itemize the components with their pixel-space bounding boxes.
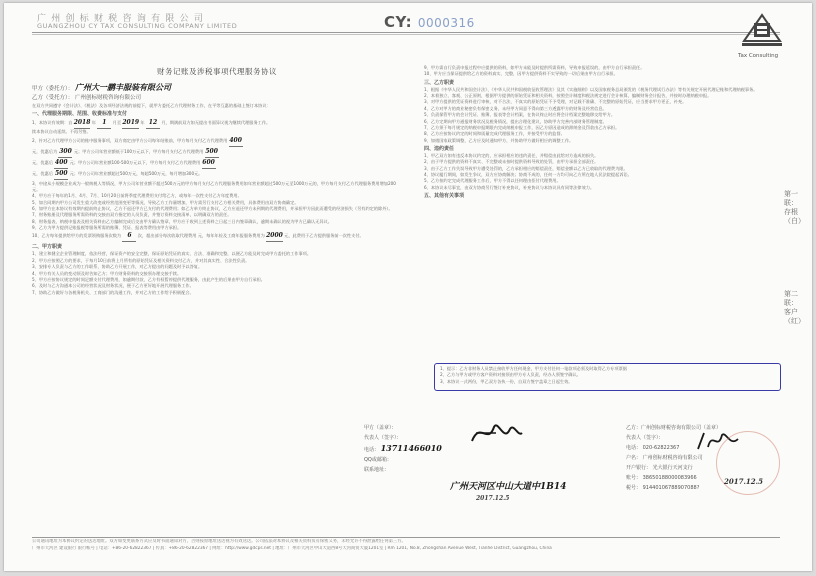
clause-2-3: 3、安排专人负责与乙方的工作联系，协助乙方开展工作，对乙方提出的问题及时予以答复。 — [32, 264, 203, 270]
footer-rule — [32, 537, 780, 538]
fee-field-3 — [205, 147, 219, 158]
contract-serial: 0000316 — [417, 16, 475, 30]
clause-4-3: 3、由于乙方工作失误导致甲方遭受处罚的，乙方承担相应的赔偿责任，赔偿金额以乙方已收取的代理费为限。 — [424, 165, 628, 171]
other-matters — [440, 366, 776, 385]
contract-number — [384, 13, 475, 31]
fee-5: 600 — [202, 159, 215, 167]
company-name-cn: 广 州 创 标 财 税 咨 询 有 限 公 司 — [37, 14, 205, 24]
clause-3-5: 5、负责保管甲方的会计凭证、账簿、报表等会计档案，在协议终止时应将会计档案完整地移交给甲方。 — [424, 112, 616, 118]
start-month-field — [97, 118, 111, 129]
party-b-seal-label: 乙方：广州创标财税咨询有限公司（盖章） — [626, 425, 722, 431]
start-year-field — [74, 118, 91, 129]
party-b-phone: 020-62822367 — [642, 445, 680, 451]
fee-2: 300 — [59, 147, 72, 155]
clause-1-10-a: 10、乙方每年提供给甲方的发票领购服务次数为 — [32, 233, 122, 239]
clause-1-3: 3、中途从小规模企业成为一般纳税人等情况，甲方公司年营业额不超过500万元的甲方每月支付乙方代理服务费用如年营业额超过500万元至1000万元的，甲方每月支付乙方代理服务费用增加200元。 — [32, 180, 396, 192]
party-a-date: 2017.12.5 — [476, 495, 510, 502]
end-year-field — [122, 118, 139, 129]
clause-2-6: 6、及时与乙方沟通本公司的经营状况及财务状况，便于乙方更好地开展代理服务工作。 — [32, 283, 194, 289]
fee-4: 400 — [55, 159, 68, 167]
section-4-title: 四、违约责任 — [424, 145, 455, 152]
party-a-qq-label: QQ或邮箱： — [364, 457, 392, 463]
start-year: 2018 — [73, 119, 91, 127]
annual-fee-field — [266, 231, 283, 242]
copy-label-client: 第二联：客户（红） — [784, 290, 805, 325]
header-rule — [32, 32, 780, 33]
footer — [32, 539, 780, 552]
section-2-title: 二、甲方职责 — [32, 244, 63, 251]
party-b-bank-label: 开户银行： — [626, 465, 652, 471]
clause-3-8: 8、乙方应按协议约定的时间和质量完成代理服务工作，并接受甲方的监督。 — [424, 131, 565, 137]
clause-4-4: 4、协议履行期间，如发生争议，双方应协商解决；协商不成的，任何一方均可向乙方所在地人民法院提起诉讼。 — [424, 172, 632, 178]
clause-3-4: 4、乙方对甲方的商业秘密负有保密义务，未经甲方同意不得向第三方透露甲方的财务及经营信息。 — [424, 105, 607, 111]
clause-1-10-b: 次，超出部分每次收取代理费用 — [137, 233, 197, 239]
party-b-account-label: 账号： — [626, 475, 642, 481]
section-1-title: 一、代理服务期限、范围、收费标准与支付 — [32, 111, 128, 118]
preamble: 在双方共同遵守《会计法》、《税法》及各项经济法规的前提下，就甲方委托乙方代理财务工作，在平等互惠的基础上签订本协议： — [32, 103, 271, 108]
party-a-address: 广州天河区中山大道中1B14 — [450, 482, 567, 492]
party-a-seal-label: 甲方（盖章）： — [364, 425, 397, 431]
left-column — [32, 65, 402, 296]
clause-1-10 — [32, 231, 402, 242]
party-b-tax-label: 税号： — [626, 485, 642, 491]
end-month-field — [146, 118, 160, 129]
clause-5-3: 3、本协议一式两份，甲乙双方各执一份，自双方签字盖章之日起生效。 — [440, 378, 573, 384]
party-b-tax: 91440106788907088? — [642, 485, 700, 491]
clause-1-1-c: 月至 — [112, 120, 122, 126]
clause-1-1 — [32, 118, 402, 129]
party-b-bank-name-label: 户名： — [626, 455, 642, 461]
party-b-rep-label: 代表人（签字）： — [626, 435, 664, 441]
fee-field-5 — [202, 158, 216, 169]
annual-fee: 2000 — [266, 232, 283, 240]
clause-4-6: 6、本协议未尽事宜，由双方协商另行签订补充协议，补充协议与本协议具有同等法律效力。 — [424, 184, 595, 190]
company-name-en: GUANGZHOU CY TAX CONSULTING COMPANY LIMITED — [37, 22, 238, 30]
clause-1-1-a: 1、本协议有效期：自 — [32, 120, 73, 126]
clause-1-1-e: 月，期满前双方如无提出书面异议视为继续代理服务工作。 — [161, 120, 271, 126]
clause-1-1-b: 年 — [91, 120, 96, 126]
fee-field-4 — [54, 158, 68, 169]
clause-3-3: 3、对甲方提供的凭证资料进行审核，对不合法、不真实的原始凭证不予受理，对记载不准确、不完整的原始凭证，应当要求甲方更正、补充。 — [424, 99, 687, 105]
party-b-line — [32, 94, 402, 103]
clause-4-5: 5、乙方按约定完成代理服务工作后，甲方不得以任何理由拒付代理费用。 — [424, 178, 561, 184]
clause-1-1-d: 年 — [140, 120, 145, 126]
party-b-bank: 光大银行天河支行 — [652, 465, 693, 471]
party-a-line — [32, 83, 402, 94]
clause-1-2-line-4 — [32, 169, 402, 180]
clause-1-2-line-1 — [32, 136, 402, 147]
clause-3-1: 1、根据《中华人民共和国会计法》、《中华人民共和国税收征收管理法》及其《实施细则》以及国家税务总局颁发的《税务代理试行办法》等有关规定开展代理记账和代理纳税事务。 — [424, 86, 758, 92]
clause-2-2: 2、甲方应按照乙方的要求，于每月10日前将上月所有的原始凭证及相关资料交付乙方，并对其真实性、合法性负责。 — [32, 257, 250, 263]
party-b-date: 2017.12.5 — [724, 477, 763, 486]
right-column — [424, 65, 779, 200]
clause-1-6: 6、如甲方在本协议有效期内提前终止协议，乙方不退还甲方已支付的代理费用；如乙方单方终止协议，乙方应退还甲方未到期的代理费用，并承担甲方因此而遭受的经济损失（另有约定的除外）。 — [32, 205, 393, 211]
party-a-rep-label: 代表人（签字）： — [364, 435, 402, 441]
clause-1-2-d: 元，优惠后 — [32, 160, 53, 166]
clause-4-2: 2、由于甲方提供的资料不真实、不完整或未按时提供资料导致的处罚，由甲方承担全部责任。 — [424, 159, 599, 165]
party-b-value: 广州创标财税咨询有限公司 — [75, 95, 142, 101]
clause-3-2: 2、本着独立、客观、公正原则，根据甲方提供的原始凭证和相关资料，按照会计制度和税法规定进行会计核算，编制财务会计报告，并按时办理纳税申报。 — [424, 92, 712, 98]
fee-1: 400 — [229, 136, 242, 144]
invoice-times: 6 — [127, 232, 132, 240]
fee-field-1 — [229, 136, 243, 147]
footer-line-2: 广州市天河区 建设银行 银行帐号 | 电话：+86-20-62822367 | 传真：+86-20-62822367 | 网址：http://www.gdcps.net | 地址：广州市天河区中山大道西8号天河商贸大厦1201室 | Rm 1201, No.8, Zhongshan Avenue West, Tianhe District, Guangzhou, China — [32, 545, 552, 551]
clause-1-2-line-3 — [32, 158, 402, 169]
clause-2-1: 1、建立和健全企业管理制度，依法经营，保证资产的安全完整，保证原始凭证的真实、合法、准确和完整，以便乙方能及时完成甲方委托的工作事项。 — [32, 251, 312, 257]
clause-3-7: 7、乙方须于每月规定的纳税申报期限内完成纳税申报工作，因乙方原因造成的滞纳金及罚款由乙方承担。 — [424, 124, 620, 130]
clause-3-9: 9、如遇国家政策调整，乙方应及时通知甲方，并协助甲方做好相应的调整工作。 — [424, 137, 574, 143]
clause-2-9: 9、甲方需自行负责申报过程中应提供的资料，如甲方未能及时提供所需资料，导致申报延误的，由甲方自行承担责任。 — [424, 65, 645, 70]
clause-1-2-line-2 — [32, 147, 402, 158]
clause-1-7: 7、财务账册及代理服务所需资料的交接由双方指定的人员负责，并签订资料交接清单，以明确双方的责任。 — [32, 212, 232, 218]
clause-1-9: 9、乙方为甲方提供记账报税等服务所需的账簿、凭证、报表等费用由甲方承担。 — [32, 225, 182, 231]
end-month: 12 — [148, 119, 158, 127]
clause-2-10: 10、甲方应当保证提供给乙方的资料真实、完整，因甲方提供资料不实导致的一切后果由甲方自行承担。 — [424, 71, 618, 77]
party-a-phone-label: 电话： — [364, 447, 380, 453]
clause-1-2-c: 元；甲方公司年营业额低于100万元以下，甲方每月支付乙方代理费用 — [73, 148, 204, 154]
party-a-handwritten: 广州大一鹏丰服装有限公司 — [75, 82, 172, 92]
clause-1-2-e: 元；甲方公司年营业额100-500万元以下，甲方每月支付乙方代理费用 — [69, 160, 201, 166]
clause-2-4: 4、甲方有关人员的变动须及时告知乙方；甲方财务资料的交接须办理交接手续。 — [32, 270, 182, 276]
clause-2-7: 7、协助乙方做好与各税务机关、工商部门的沟通工作，并对乙方的工作给予积极配合。 — [32, 289, 194, 295]
clause-1-5: 5、如合同期内甲方公司发生重大改变或经营范围变更等情况，导致乙方工作量增加，甲方需另行支付乙方相关费用，具体费用由双方协商确定。 — [32, 199, 299, 205]
clause-5-2: 2、乙方与甲方或甲方客户资料对接须由甲方专人负责，经办人须签字确认。 — [440, 372, 581, 378]
header-rule-secondary — [32, 34, 780, 35]
clause-1-2-a: 2、针对乙方代理甲方公司的账中服务事项，双方商定由甲方公司每年结账前，甲方每月支付乙方代理费用 — [32, 137, 228, 143]
fee-3: 500 — [205, 147, 218, 155]
clause-1-2-f: 元，优惠后 — [32, 171, 53, 177]
clause-1-10-d: 元，此费用于乙方提供服务前一次性支付。 — [284, 233, 364, 239]
party-a-addr-label: 联系地址： — [364, 467, 390, 473]
clause-1-1-continued: 续本协议自动延续。不再另签。 — [32, 129, 91, 135]
party-a-label: 甲方（委托方）： — [32, 86, 74, 92]
clause-1-2-b: 元，优惠后为 — [32, 148, 58, 154]
clause-1-10-c: 元，每年年检及工商年报服务费用为 — [197, 233, 265, 239]
party-b-account: 38650188000083966 — [642, 475, 697, 481]
clause-1-8: 8、财务报表、纳税申报表及相关资料由乙方编制完成后交由甲方确认签章，甲方应于收到上述资料之日起三日内签章确认，逾期未确认的视为甲方已确认无异议。 — [32, 218, 332, 224]
logo-caption: Tax Consulting — [738, 53, 779, 59]
section-3-title: 三、乙方职责 — [424, 79, 455, 86]
section-5-title: 五、其他有关事项 — [424, 193, 465, 200]
fee-6: 500 — [55, 170, 68, 178]
party-b-phone-label: 电话： — [626, 445, 642, 451]
party-b-label: 乙方（受托方）： — [32, 95, 74, 101]
clause-1-2-g: 元；甲方公司年营业额超过500万元，每超500万元，每月增加300元。 — [69, 171, 203, 177]
company-logo-icon — [740, 11, 784, 51]
agreement-sheet — [4, 3, 812, 571]
clause-1-4: 4、甲方应于每年的1月、4月、7月、10月20日前将季度代理费用支付给乙方，或每年一次性支付乙方年度费用。 — [32, 193, 242, 199]
clause-2-5: 5、甲方应按协议规定的时间足额支付代理费用，如逾期付款，乙方有权暂停提供代理服务，由此产生的后果由甲方自行承担。 — [32, 277, 265, 283]
clause-3-6: 6、乙方定期向甲方通报财务状况及税务情况，提出合理化建议，协助甲方完善内部财务管理制度。 — [424, 118, 607, 124]
party-a-phone: 13711466010 — [380, 443, 442, 453]
fee-field-6 — [54, 169, 68, 180]
copy-label-stub: 第一联：存根（白） — [784, 190, 805, 225]
footer-line-1: 公司通讯地址为本协议约定的送达地址。双方如变更联系方式应及时书面通知对方，否则按原地址送达视为有效送达。公司依法对本协议及相关资料负有保密义务，未经允许不得泄露给任何第三方。 — [32, 539, 406, 544]
clause-4-1: 1、甲乙双方如有违反本协议约定的，应承担相应的违约责任，并赔偿由此给对方造成的损失。 — [424, 152, 599, 158]
document-title: 财务记账及涉税事项代理服务协议 — [157, 67, 277, 76]
invoice-times-field — [122, 231, 136, 242]
start-month: 1 — [102, 119, 107, 127]
clause-5-1: 1、提示：乙方非财务人员禁止接收甲方任何现金，甲方支付任何一笔款项必须及时取得乙方专项票据 — [440, 366, 627, 371]
fee-field-2 — [58, 147, 72, 158]
contract-number-prefix: CY: — [384, 13, 413, 31]
party-b-bank-name: 广州创标财税咨询有限公司 — [642, 455, 703, 461]
party-a-signature-icon — [466, 415, 526, 451]
end-year: 2019 — [122, 119, 140, 127]
